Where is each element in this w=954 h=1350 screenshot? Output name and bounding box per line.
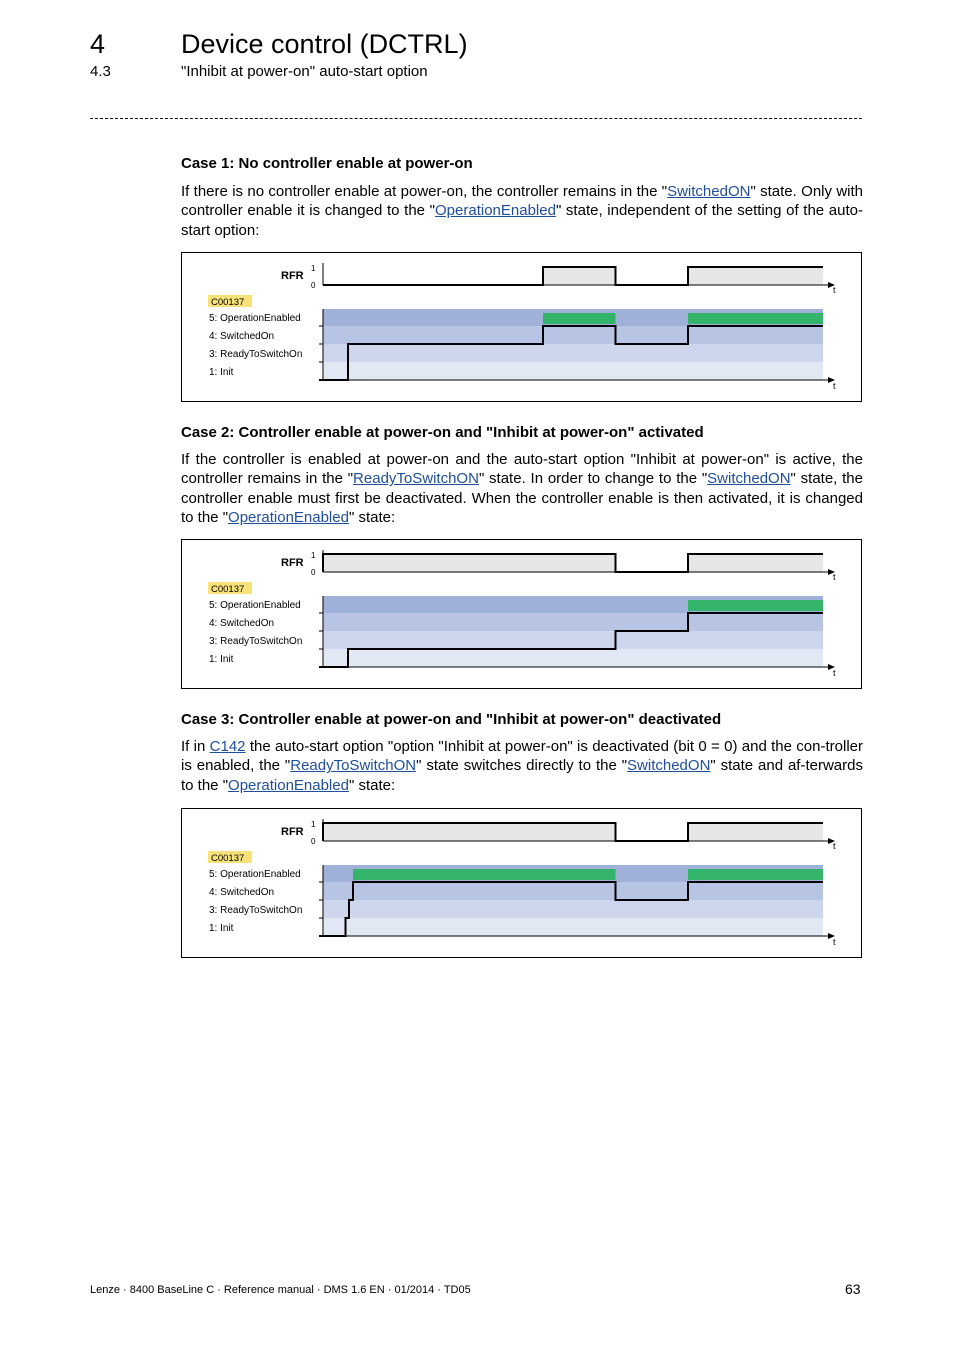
case1-paragraph [181,182,863,240]
paragraph-text: If the controller is enabled at power-on and the auto-start option "Inhibit at power-on" is active, the controller remains in the " [181,451,863,488]
case2-paragraph [181,450,863,528]
rfr-label: RFR [281,826,304,838]
paragraph-text: If in [181,738,210,755]
paragraph-text: If there is no controller enable at power-on, the controller remains in the " [181,183,668,200]
rfr-high-interval [543,267,616,285]
link-operationenabled[interactable]: OperationEnabled [228,509,349,527]
paragraph-text: the auto-start option "option "Inhibit at power-on" is deactivated (bit 0 = 0) and the con-troller is enabled, the " [181,738,863,775]
link-readytoswitchon[interactable]: ReadyToSwitchON [353,470,479,488]
state-time-label: t [833,381,836,391]
case3-paragraph [181,737,863,795]
link-switchedon[interactable]: SwitchedON [667,183,751,200]
state-label: 5: OperationEnabled [209,313,301,324]
rfr-high-interval [688,554,823,572]
state-label: 4: SwitchedOn [209,887,275,898]
band-init [323,362,823,380]
operation-enabled-highlight [688,869,823,880]
page-number: 63 [845,1281,861,1297]
operation-enabled-highlight [353,869,616,880]
rfr-label: RFR [281,557,304,569]
case2-heading: Case 2: Controller enable at power-on and "Inhibit at power-on" activated [181,424,704,441]
state-time-label: t [833,668,836,678]
paragraph-text: " state and af-terwards to the " [181,757,863,794]
rfr-time-label: t [833,285,836,295]
band-switched-on [323,882,823,900]
rfr-high-interval [323,823,616,841]
rfr-low-label: 0 [311,281,316,290]
state-label: 4: SwitchedOn [209,331,275,342]
paragraph-text: " state, independent of the setting of the auto-start option: [181,202,863,239]
band-ready-to-switch-on [323,900,823,918]
band-ready-to-switch-on [323,344,823,362]
link-switchedon[interactable]: SwitchedON [707,470,791,488]
band-ready-to-switch-on [323,631,823,649]
rfr-time-label: t [833,841,836,851]
rfr-low-label: 0 [311,568,316,577]
rfr-high-label: 1 [311,264,316,273]
rfr-low-label: 0 [311,837,316,846]
case2-diagram [181,539,862,689]
paragraph-text: " state. Only with controller enable it is changed to the " [181,183,864,220]
paragraph-text: " state. In order to change to the " [478,470,708,488]
code-tag-label: C00137 [211,584,245,595]
rfr-high-interval [323,554,616,572]
case3-heading: Case 3: Controller enable at power-on and "Inhibit at power-on" deactivated [181,711,722,728]
link-switchedon[interactable]: SwitchedON [627,757,711,775]
state-label: 3: ReadyToSwitchOn [209,636,303,647]
state-label: 4: SwitchedOn [209,618,275,629]
rfr-high-interval [688,823,823,841]
rfr-high-label: 1 [311,820,316,829]
timing-diagram-svg [182,809,861,957]
paragraph-text: " state: [348,509,396,527]
state-label: 1: Init [209,923,234,934]
paragraph-text: " state, the controller enable must first be deactivated. When the controller enable is then activated, it is changed to the " [181,470,863,527]
code-tag-label: C00137 [211,853,245,864]
chapter-number: 4 [90,29,106,59]
header-divider [90,118,862,119]
band-init [323,649,823,667]
rfr-high-label: 1 [311,551,316,560]
band-switched-on [323,613,823,631]
state-time-label: t [833,937,836,947]
case1-heading: Case 1: No controller enable at power-on [181,155,473,172]
band-switched-on [323,326,823,344]
rfr-high-interval [688,267,823,285]
section-number: 4.3 [90,63,111,80]
state-label: 3: ReadyToSwitchOn [209,905,303,916]
state-label: 5: OperationEnabled [209,600,301,611]
link-operationenabled[interactable]: OperationEnabled [228,776,349,794]
operation-enabled-highlight [688,313,823,324]
case3-diagram [181,808,862,958]
rfr-label: RFR [281,270,304,282]
rfr-time-label: t [833,572,836,582]
case1-diagram [181,252,862,402]
section-title: "Inhibit at power-on" auto-start option [181,63,428,80]
paragraph-text: " state switches directly to the " [416,757,628,775]
state-label: 5: OperationEnabled [209,869,301,880]
link-c142[interactable]: C142 [209,738,246,755]
timing-diagram-svg [182,253,861,401]
link-operationenabled[interactable]: OperationEnabled [435,202,556,220]
band-init [323,918,823,936]
paragraph-text: " state: [348,776,396,794]
state-label: 1: Init [209,367,234,378]
operation-enabled-highlight [543,313,616,324]
footer-document-info: Lenze · 8400 BaseLine C · Reference manual · DMS 1.6 EN · 01/2014 · TD05 [90,1284,471,1296]
operation-enabled-highlight [688,600,823,611]
timing-diagram-svg [182,540,861,688]
link-readytoswitchon[interactable]: ReadyToSwitchON [290,757,417,775]
chapter-title: Device control (DCTRL) [181,29,468,59]
code-tag-label: C00137 [211,297,245,308]
state-label: 1: Init [209,654,234,665]
state-label: 3: ReadyToSwitchOn [209,349,303,360]
